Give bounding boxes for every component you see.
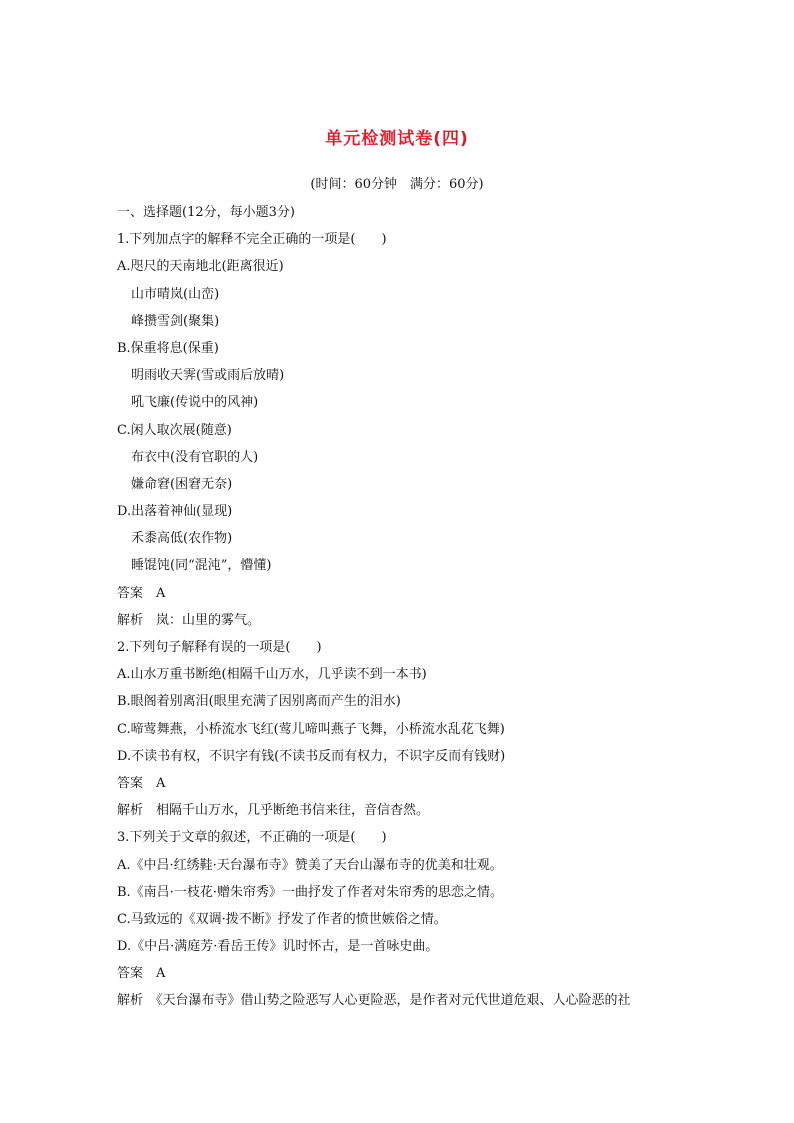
text-line: 睡馄饨(同“混沌”，懵懂) [131, 558, 272, 574]
text-line: C.闲人取次展(随意) [117, 422, 232, 438]
text-line: A.山水万重书断绝(相隔千山万水，几乎读不到一本书) [117, 667, 427, 683]
text-line: D.不读书有权，不识字有钱(不读书反而有权力，不识字反而有钱财) [117, 748, 506, 764]
text-line: 一、选择题(12分，每小题3分) [117, 205, 295, 220]
text-line: 解析 《天台瀑布寺》借山势之险恶写人心更险恶，是作者对元代世道危艰、人心险恶的社 [117, 993, 631, 1009]
text-line: A.《中吕·红绣鞋·天台瀑布寺》赞美了天台山瀑布寺的优美和壮观。 [117, 857, 503, 873]
text-line: 嫌命窘(困窘无奈) [131, 476, 233, 492]
text-line: C.马致远的《双调·拨不断》抒发了作者的愤世嫉俗之情。 [117, 911, 447, 927]
text-line: 解析 岚：山里的雾气。 [117, 612, 261, 628]
exam-title: 单元检测试卷(四) [325, 129, 469, 149]
text-line: 明雨收天霁(雪或雨后放晴) [131, 368, 285, 384]
text-line: 答案 A [117, 585, 166, 601]
exam-time-score: (时间：60分钟 满分：60分) [310, 177, 484, 192]
text-line: 2.下列句子解释有误的一项是( ) [117, 640, 322, 655]
text-line: 答案 A [117, 966, 166, 982]
text-line: D.《中吕·满庭芳·看岳王传》讥时怀古，是一首咏史曲。 [117, 939, 439, 955]
text-line: B.眼阁着别离泪(眼里充满了因别离而产生的泪水) [117, 694, 401, 710]
text-line: 3.下列关于文章的叙述，不正确的一项是( ) [117, 830, 387, 846]
text-line: A.咫尺的天南地北(距离很近) [117, 259, 284, 275]
text-line: 吼飞廉(传说中的风神) [131, 395, 259, 411]
text-line: 解析 相隔千山万水，几乎断绝书信来往，音信杳然。 [117, 803, 430, 819]
text-line: 1.下列加点字的解释不完全正确的一项是( ) [117, 232, 387, 248]
text-line: 禾黍高低(农作物) [131, 531, 233, 547]
text-line: 布衣中(没有官职的人) [131, 449, 259, 465]
text-line: B.《南吕·一枝花·赠朱帘秀》一曲抒发了作者对朱帘秀的思恋之情。 [117, 884, 503, 900]
text-line: 答案 A [117, 775, 166, 791]
text-line: 峰攒雪剑(聚集) [131, 313, 220, 329]
exam-body [117, 199, 687, 1015]
text-line: C.啼莺舞燕，小桥流水飞红(莺儿啼叫燕子飞舞，小桥流水乱花飞舞) [117, 721, 505, 737]
text-line: 山市晴岚(山峦) [131, 286, 220, 302]
text-line: B.保重将息(保重) [117, 340, 219, 356]
text-line: D.出落着神仙(显现) [117, 504, 233, 520]
